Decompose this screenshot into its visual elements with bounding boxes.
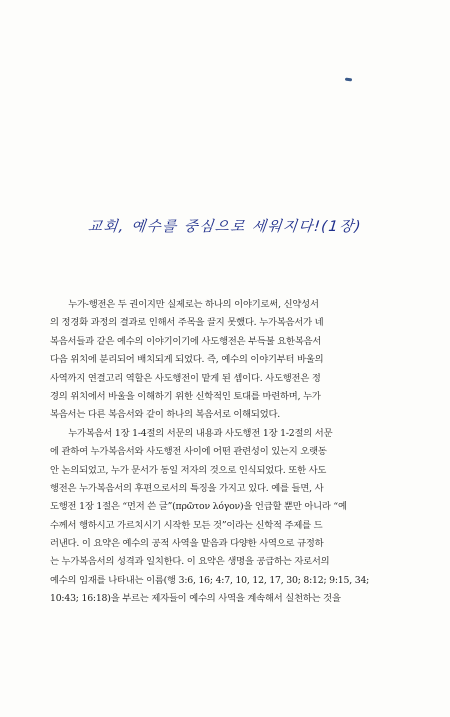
text-line: 사역까지 연결고리 역할은 사도행전이 맡게 된 셈이다. 사도행전은 정	[50, 372, 321, 384]
ink-mark	[345, 78, 352, 82]
text-line: 는 누가복음서의 성격과 일치한다. 이 요약은 생명을 공급하는 자로서의	[50, 556, 330, 568]
text-line: 누가복음서 1장 1-4절의 서문의 내용과 사도행전 1장 1-2절의 서문	[50, 427, 333, 439]
text-line: 행전은 누가복음서의 후편으로서의 특징을 가지고 있다. 예를 들면, 사	[50, 482, 324, 494]
text-line: 러낸다. 이 요약은 예수의 공적 사역을 맡음과 다양한 사역으로 규정하	[50, 538, 324, 550]
text-line: 경의 위치에서 바울을 이해하기 위한 신학적인 토대를 마련하며, 누가	[50, 390, 321, 402]
text-line: 도행전 1장 1절은 “먼저 쓴 글”(πρῶτον λόγον)을 언급할 뿐만 아니라 “예	[50, 501, 347, 513]
text-line: 복음서들과 같은 예수의 이야기이기에 사도행전은 부득불 요한복음서	[50, 335, 322, 347]
text-line: 누가-행전은 두 권이지만 실제로는 하나의 이야기로써, 신약성서	[50, 299, 319, 310]
text-line: 예수의 임재를 나타내는 이름(행 3:6, 16; 4:7, 10, 12, 17, 30; 8:12; 9:15, 34;	[50, 574, 370, 586]
text-line: 의 정경화 과정의 결과로 인해서 주목을 끌지 못했다. 누가복음서가 네	[50, 317, 324, 329]
text-line: 복음서는 다른 복음서와 같이 하나의 복음서로 이해되었다.	[50, 409, 281, 421]
chapter-heading: 교회, 예수를 중심으로 세워지다!(1장)	[87, 219, 363, 235]
body-text	[50, 296, 400, 609]
text-line: 다음 위치에 분리되어 배치되게 되었다. 즉, 예수의 이야기부터 바울의	[50, 354, 324, 366]
text-line: 10:43; 16:18)을 부르는 제자들이 예수의 사역을 계속해서 실천하는 것을	[50, 593, 341, 605]
text-line: 안 논의되었고, 누가 문서가 동일 저자의 것으로 인식되었다. 또한 사도	[50, 464, 327, 476]
text-line: 수께서 행하시고 가르치시기 시작한 모든 것”이라는 신학적 주제를 드	[50, 519, 323, 531]
text-line: 에 관하여 누가복음서와 사도행전 사이에 어떤 관련성이 있는지 오랫동	[50, 446, 327, 458]
